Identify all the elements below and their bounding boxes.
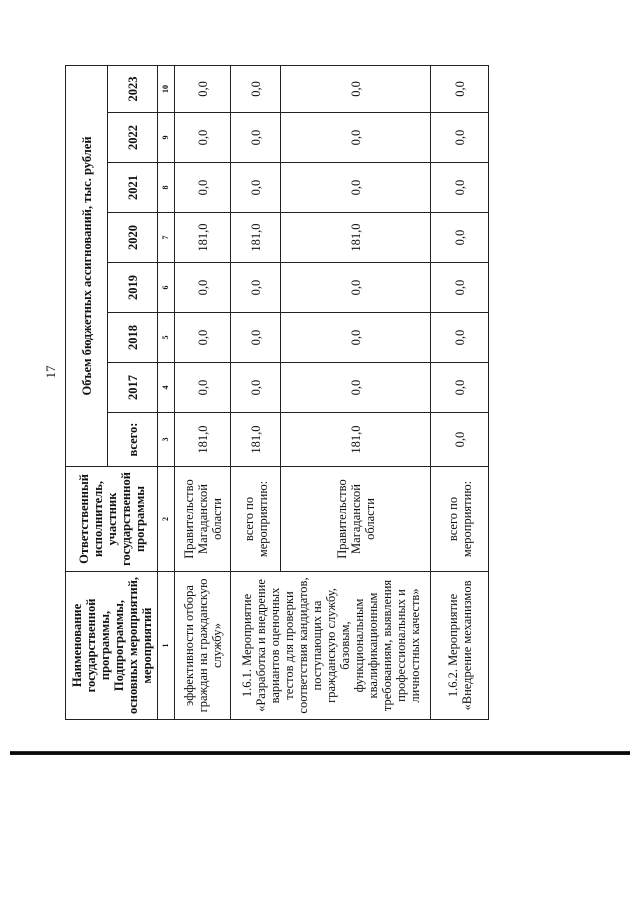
row-value: 181,0: [231, 413, 281, 467]
column-number-row: [158, 65, 175, 719]
row-value: 0,0: [281, 163, 431, 213]
row-value: 0,0: [281, 113, 431, 163]
row-value: 0,0: [431, 363, 489, 413]
row-value: 181,0: [231, 213, 281, 263]
row-value: 0,0: [175, 65, 231, 112]
row-value: 0,0: [175, 113, 231, 163]
column-number: 6: [158, 263, 175, 313]
row-value: 0,0: [231, 263, 281, 313]
header-year-2020: 2020: [108, 213, 158, 263]
table-row: [231, 65, 281, 719]
row-value: 0,0: [431, 113, 489, 163]
row-value: 0,0: [431, 163, 489, 213]
row-value: 0,0: [175, 363, 231, 413]
row-value: 0,0: [175, 263, 231, 313]
column-number: 4: [158, 363, 175, 413]
row-executor: Правительство Магаданской области: [281, 467, 431, 572]
row-value: 0,0: [231, 113, 281, 163]
row-value: 0,0: [175, 163, 231, 213]
header-year-2019: 2019: [108, 263, 158, 313]
row-executor: всего по мероприятию:: [231, 467, 281, 572]
row-value: 181,0: [281, 213, 431, 263]
row-value: 0,0: [281, 363, 431, 413]
rotated-table-wrapper: [65, 66, 485, 720]
row-value: 0,0: [281, 65, 431, 112]
row-executor: всего по мероприятию:: [431, 467, 489, 572]
row-value: 0,0: [175, 313, 231, 363]
row-value: 181,0: [175, 413, 231, 467]
column-number: 8: [158, 163, 175, 213]
row-value: 0,0: [281, 313, 431, 363]
header-budget: Объем бюджетных ассигнований, тыс. рублей: [66, 65, 108, 466]
row-value: 0,0: [231, 313, 281, 363]
table-row: [175, 65, 231, 719]
row-value: 0,0: [431, 213, 489, 263]
budget-table: [65, 65, 489, 720]
table-row: [431, 65, 489, 719]
row-value: 0,0: [231, 363, 281, 413]
header-year-2022: 2022: [108, 113, 158, 163]
column-number: 9: [158, 113, 175, 163]
row-value: 0,0: [431, 413, 489, 467]
header-year-2018: 2018: [108, 313, 158, 363]
page-number: 17: [43, 365, 58, 379]
row-value: 181,0: [281, 413, 431, 467]
row-name: 1.6.1. Мероприятие «Разработка и внедрение вариантов оценочных тестов для проверки соответствия кандидатов, поступающих на гражданскую службу, базовым, функциональным квалификационным требованиям, выявления профессиональных и личностных качеств»: [231, 572, 431, 720]
row-value: 0,0: [431, 263, 489, 313]
header-name: Наименование государственной программы, Подпрограммы, основных мероприятий, мероприятий: [66, 572, 158, 720]
row-executor: Правительство Магаданской области: [175, 467, 231, 572]
column-number: 1: [158, 572, 175, 720]
scan-divider-line: [10, 751, 630, 755]
row-value: 0,0: [431, 313, 489, 363]
header-year-2021: 2021: [108, 163, 158, 213]
column-number: 2: [158, 467, 175, 572]
row-value: 0,0: [281, 263, 431, 313]
column-number: 5: [158, 313, 175, 363]
row-value: 0,0: [231, 65, 281, 112]
header-year-2017: 2017: [108, 363, 158, 413]
row-value: 181,0: [175, 213, 231, 263]
row-value: 0,0: [431, 65, 489, 112]
column-number: 10: [158, 65, 175, 112]
column-number: 7: [158, 213, 175, 263]
row-name: 1.6.2. Мероприятие «Внедрение механизмов: [431, 572, 489, 720]
header-executor: Ответственный исполнитель, участник государственной программы: [66, 467, 158, 572]
header-year-2023: 2023: [108, 65, 158, 112]
header-total: всего:: [108, 413, 158, 467]
row-value: 0,0: [231, 163, 281, 213]
column-number: 3: [158, 413, 175, 467]
row-name: эффективности отбора граждан на гражданскую службу»: [175, 572, 231, 720]
